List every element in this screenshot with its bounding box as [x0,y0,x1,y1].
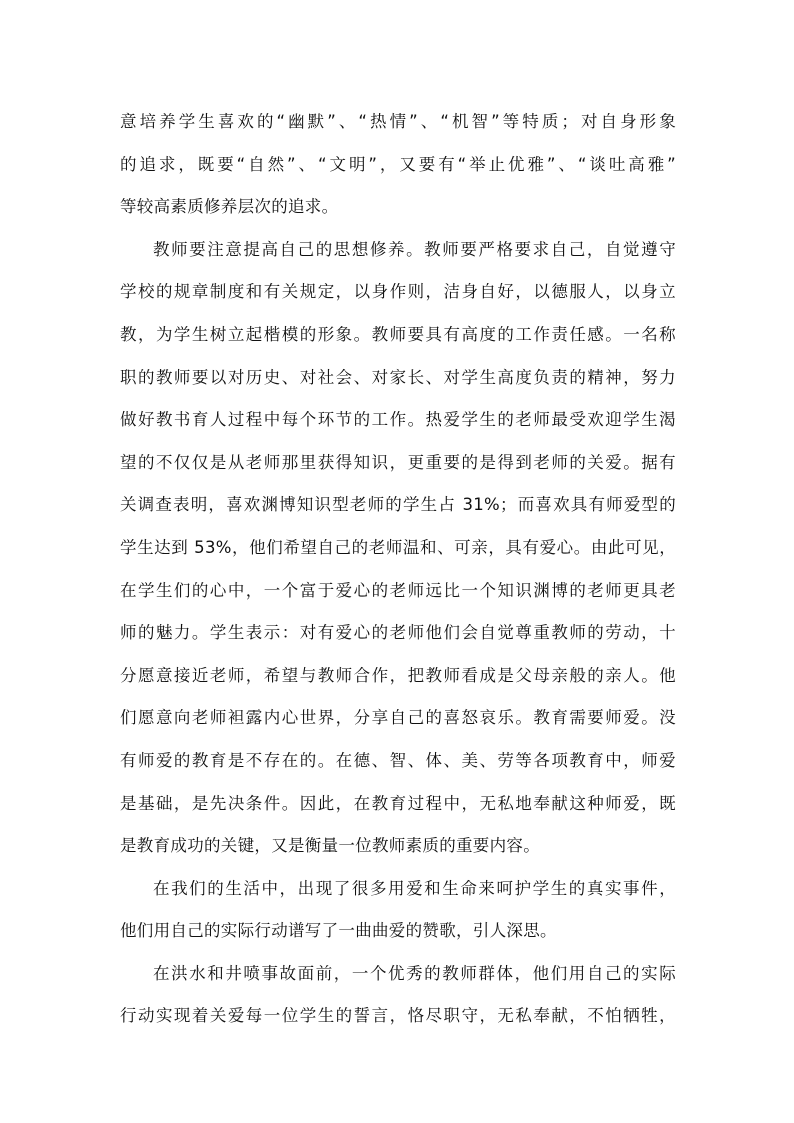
text-line: 学校的规章制度和有关规定，以身作则，洁身自好，以德服人，以身立 [120,282,676,302]
paragraph-2 [120,229,676,868]
text-line: 职的教师要以对历史、对社会、对家长、对学生高度负责的精神，努力 [120,367,676,387]
text-line: 师的魅力。学生表示：对有爱心的老师他们会自觉尊重教师的劳动，十 [120,623,676,643]
text-line: 分愿意接近老师，希望与教师合作，把教师看成是父母亲般的亲人。他 [120,665,676,685]
text-line: 在洪水和井喷事故面前，一个优秀的教师群体，他们用自己的实际 [153,963,676,983]
text-line: 关调查表明，喜欢渊博知识型老师的学生占 31%；而喜欢具有师爱型的 [120,495,676,515]
text-line: 意培养学生喜欢的“幽默”、“热情”、“机智”等特质；对自身形象 [120,112,676,131]
paragraph-1 [120,101,676,229]
text-line: 他们用自己的实际行动谱写了一曲曲爱的赞歌，引人深思。 [120,921,557,941]
text-line: 是基础，是先决条件。因此，在教育过程中，无私地奉献这种师爱，既 [120,793,676,813]
document-body [120,101,676,1038]
paragraph-4 [120,953,676,1038]
text-line: 望的不仅仅是从老师那里获得知识，更重要的是得到老师的关爱。据有 [120,452,676,472]
text-line: 做好教书育人过程中每个环节的工作。热爱学生的老师最受欢迎学生渴 [120,410,676,430]
text-line: 在我们的生活中，出现了很多用爱和生命来呵护学生的真实事件， [153,878,676,898]
text-line: 的追求，既要“自然”、“文明”，又要有“举止优雅”、“谈吐高雅” [120,154,676,174]
paragraph-3 [120,868,676,953]
text-line: 教，为学生树立起楷模的形象。教师要具有高度的工作责任感。一名称 [120,324,676,344]
text-line: 是教育成功的关键，又是衡量一位教师素质的重要内容。 [120,836,540,856]
text-line: 行动实现着关爱每一位学生的誓言，恪尽职守，无私奉献，不怕牺牲， [120,1006,676,1026]
text-line: 等较高素质修养层次的追求。 [120,197,339,217]
text-line: 教师要注意提高自己的思想修养。教师要严格要求自己，自觉遵守 [153,239,676,259]
text-line: 们愿意向老师袒露内心世界，分享自己的喜怒哀乐。教育需要师爱。没 [120,708,676,728]
text-line: 学生达到 53%，他们希望自己的老师温和、可亲，具有爱心。由此可见， [120,537,676,557]
text-line: 在学生们的心中，一个富于爱心的老师远比一个知识渊博的老师更具老 [120,580,676,600]
text-line: 有师爱的教育是不存在的。在德、智、体、美、劳等各项教育中，师爱 [120,750,676,770]
